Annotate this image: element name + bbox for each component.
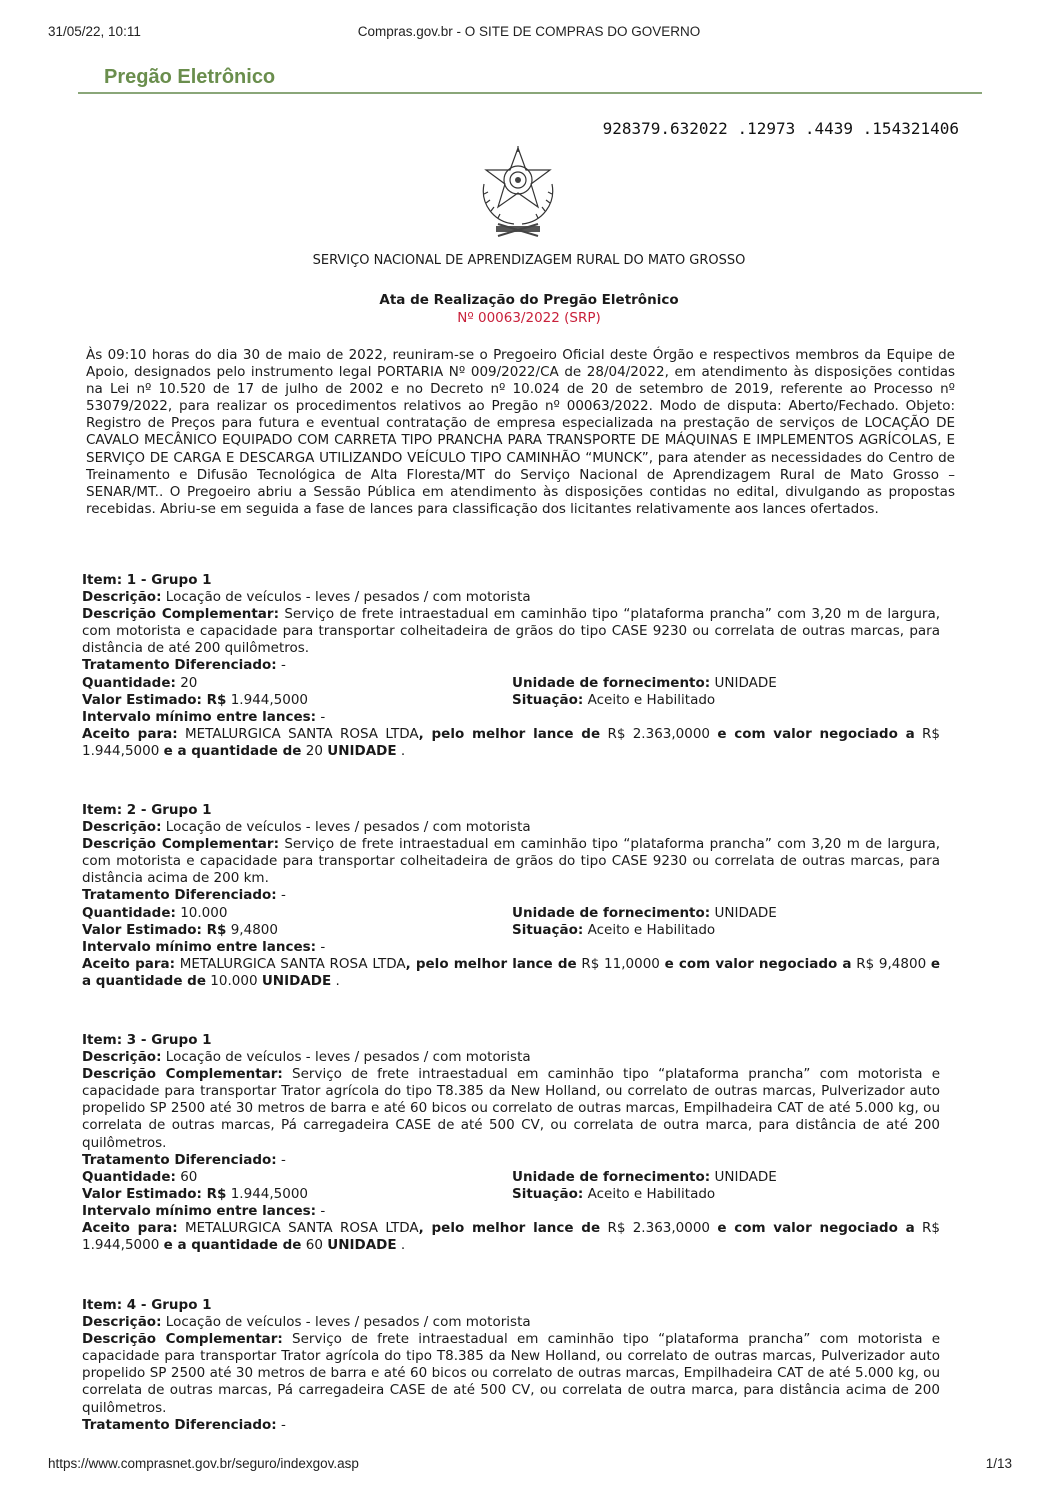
print-url: https://www.comprasnet.gov.br/seguro/indexgov.asp — [48, 1456, 359, 1471]
item-block — [82, 802, 940, 990]
item-fornecedor: METALURGICA SANTA ROSA LTDA — [184, 1220, 419, 1237]
item-melhor-lance: R$ 2.363,0000 — [607, 725, 711, 742]
item-descricao: Locação de veículos - leves / pesados / com motorista — [165, 1314, 531, 1331]
section-title: Pregão Eletrônico — [104, 66, 276, 88]
item-situacao: Aceito e Habilitado — [587, 921, 716, 938]
label-intervalo: Intervalo mínimo entre lances: — [82, 708, 317, 725]
title-divider — [78, 92, 982, 94]
item-melhor-lance: R$ 11,0000 — [581, 955, 660, 972]
label-tratamento: Tratamento Diferenciado: — [82, 887, 277, 904]
item-unidade: UNIDADE — [714, 674, 777, 691]
item-acceptance: Aceito para: METALURGICA SANTA ROSA LTDA, pelo melhor lance de R$ 2.363,0000 e com valor negociado a R$ 1.944,5000 e a quantidade de 20 UNIDADE . — [82, 725, 940, 759]
item-acceptance: Aceito para: METALURGICA SANTA ROSA LTDA, pelo melhor lance de R$ 2.363,0000 e com valor negociado a R$ 1.944,5000 e a quantidade de 60 UNIDADE . — [82, 1220, 940, 1254]
item-block — [82, 1032, 940, 1254]
item-unidade: UNIDADE — [714, 904, 777, 921]
print-page-title: Compras.gov.br - O SITE DE COMPRAS DO GOVERNO — [357, 24, 701, 39]
label-valor-estimado: Valor Estimado: R$ — [82, 1185, 227, 1202]
item-quantidade: 60 — [180, 1168, 198, 1185]
item-quantidade-final: 20 — [305, 742, 323, 759]
label-unidade: Unidade de fornecimento: — [512, 904, 711, 921]
item-unidade: UNIDADE — [714, 1168, 777, 1185]
intro-paragraph: Às 09:10 horas do dia 30 de maio de 2022, reuniram-se o Pregoeiro Oficial deste Órgão e respectivos membros da Equipe de Apoio, designados pelo instrumento legal PORTARIA Nº 009/2022/CA de 28/04/2022, em atendimento às disposições contidas na Lei nº 10.520 de 17 de julho de 2002 e no Decreto nº 10.024 de 20 de setembro de 2019, referente ao Processo nº 53079/2022, para realizar os procedimentos relativos ao Pregão nº 00063/2022. Modo de disputa: Aberto/Fechado. Objeto: Registro de Preços para futura e eventual contratação de empresa especializada na prestação de serviços de LOCAÇÃO DE CAVALO MECÂNICO EQUIPADO COM CARRETA TIPO PRANCHA PARA TRANSPORTE DE MÁQUINAS E IMPLEMENTOS AGRÍCOLAS, E SERVIÇO DE CARGA E DESCARGA UTILIZANDO VEÍCULO TIPO CAMINHÃO “MUNCK”, para atender as necessidades do Centro de Treinamento e Difusão Tecnológica de Alta Floresta/MT do Serviço Nacional de Aprendizagem Rural de Mato Grosso – SENAR/MT.. O Pregoeiro abriu a Sessão Pública em atendimento às disposições contidas no edital, divulgando as propostas recebidas. Abriu-se em seguida a fase de lances para classificação dos licitantes relativamente aos lances ofertados. — [86, 347, 955, 517]
organization-name: SERVIÇO NACIONAL DE APRENDIZAGEM RURAL DO MATO GROSSO — [312, 253, 746, 268]
ata-number: Nº 00063/2022 (SRP) — [457, 310, 601, 326]
print-datetime: 31/05/22, 10:11 — [48, 24, 141, 39]
item-tratamento: - — [280, 887, 286, 904]
item-heading: Item: 1 - Grupo 1 — [82, 572, 212, 588]
item-descricao: Locação de veículos - leves / pesados / com motorista — [165, 589, 531, 606]
item-situacao: Aceito e Habilitado — [587, 1185, 716, 1202]
item-valor-negociado: R$ 1.944,5000 — [82, 1220, 940, 1254]
label-tratamento: Tratamento Diferenciado: — [82, 1151, 277, 1168]
label-quantidade: Quantidade: — [82, 1168, 176, 1185]
item-fornecedor: METALURGICA SANTA ROSA LTDA — [179, 955, 406, 972]
item-valor-estimado: 9,4800 — [230, 921, 278, 938]
item-valor-negociado: R$ 1.944,5000 — [82, 725, 940, 759]
label-unidade: Unidade de fornecimento: — [512, 674, 711, 691]
label-situacao: Situação: — [512, 691, 584, 708]
item-complementar: Serviço de frete intraestadual em caminhão tipo “plataforma prancha” com motorista e capacidade para transportar Trator agrícola do tipo T8.385 da New Holland, ou correlato de outras marcas, Pulverizador auto propelido SP 2500 até 30 metros de barra e até 60 bicos ou correlato de outras marcas, Empilhadeira CAT de até 5.000 kg, ou correlata de outras marcas, Pá carregadeira CASE de até 500 CV, ou correlata de outra marca, para distância acima de 200 quilômetros. — [82, 1331, 941, 1416]
label-intervalo: Intervalo mínimo entre lances: — [82, 938, 317, 955]
item-quantidade-final: 60 — [305, 1237, 323, 1254]
item-block — [82, 1297, 940, 1434]
label-descricao: Descrição: — [82, 1314, 162, 1331]
item-descricao: Locação de veículos - leves / pesados / com motorista — [165, 1049, 531, 1066]
page-counter: 1/13 — [985, 1456, 1012, 1471]
item-descricao: Locação de veículos - leves / pesados / com motorista — [165, 819, 531, 836]
item-block — [82, 572, 940, 760]
item-acceptance: Aceito para: METALURGICA SANTA ROSA LTDA, pelo melhor lance de R$ 11,0000 e com valor negociado a R$ 9,4800 e a quantidade de 10.000 UNIDADE . — [82, 955, 941, 989]
item-heading: Item: 4 - Grupo 1 — [82, 1297, 212, 1313]
label-valor-estimado: Valor Estimado: R$ — [82, 691, 227, 708]
label-quantidade: Quantidade: — [82, 674, 176, 691]
item-fornecedor: METALURGICA SANTA ROSA LTDA — [184, 725, 419, 742]
label-descricao: Descrição: — [82, 589, 162, 606]
item-intervalo: - — [320, 1202, 326, 1219]
label-complementar: Descrição Complementar: — [82, 1331, 283, 1348]
label-situacao: Situação: — [512, 1185, 584, 1202]
item-tratamento: - — [280, 1151, 286, 1168]
item-intervalo: - — [320, 938, 326, 955]
label-descricao: Descrição: — [82, 1049, 162, 1066]
item-valor-estimado: 1.944,5000 — [230, 691, 309, 708]
item-tratamento: - — [280, 1416, 286, 1433]
label-tratamento: Tratamento Diferenciado: — [82, 657, 277, 674]
item-valor-negociado: R$ 9,4800 — [856, 955, 927, 972]
label-complementar: Descrição Complementar: — [82, 836, 279, 853]
item-valor-estimado: 1.944,5000 — [230, 1185, 309, 1202]
item-complementar: Serviço de frete intraestadual em caminhão tipo “plataforma prancha” com 3,20 m de largura, com motorista e capacidade para transportar colheitadeira de grãos do tipo CASE 9230 ou correlata de outras marcas, para distância de até 200 quilômetros. — [82, 606, 941, 657]
document-code: 928379.632022 .12973 .4439 .154321406 — [602, 119, 959, 138]
item-tratamento: - — [280, 657, 286, 674]
label-complementar: Descrição Complementar: — [82, 606, 279, 623]
label-situacao: Situação: — [512, 921, 584, 938]
label-complementar: Descrição Complementar: — [82, 1066, 283, 1083]
label-valor-estimado: Valor Estimado: R$ — [82, 921, 227, 938]
item-quantidade-final: 10.000 — [210, 972, 258, 989]
item-heading: Item: 2 - Grupo 1 — [82, 802, 212, 818]
item-quantidade: 20 — [180, 674, 198, 691]
label-descricao: Descrição: — [82, 819, 162, 836]
item-melhor-lance: R$ 2.363,0000 — [607, 1220, 711, 1237]
item-intervalo: - — [320, 708, 326, 725]
label-unidade: Unidade de fornecimento: — [512, 1168, 711, 1185]
label-tratamento: Tratamento Diferenciado: — [82, 1416, 277, 1433]
item-complementar: Serviço de frete intraestadual em caminhão tipo “plataforma prancha” com motorista e capacidade para transportar Trator agrícola do tipo T8.385 da New Holland, ou correlato de outras marcas, Pulverizador auto propelido SP 2500 até 30 metros de barra e até 60 bicos ou correlato de outras marcas, Empilhadeira CAT de até 5.000 kg, ou correlata de outras marcas, Pá carregadeira CASE de até 500 CV, ou correlata de outra marca, para distância de até 200 quilômetros. — [82, 1066, 941, 1151]
label-quantidade: Quantidade: — [82, 904, 176, 921]
item-complementar: Serviço de frete intraestadual em caminhão tipo “plataforma prancha” com 3,20 m de largura, com motorista e capacidade para transportar colheitadeira de grãos do tipo CASE 9230 ou correlata de outras marcas, para distância acima de 200 km. — [82, 836, 941, 887]
item-situacao: Aceito e Habilitado — [587, 691, 716, 708]
label-intervalo: Intervalo mínimo entre lances: — [82, 1202, 317, 1219]
item-heading: Item: 3 - Grupo 1 — [82, 1032, 212, 1048]
brazil-coat-of-arms-icon — [476, 144, 560, 240]
ata-title: Ata de Realização do Pregão Eletrônico — [379, 292, 679, 308]
item-quantidade: 10.000 — [180, 904, 228, 921]
